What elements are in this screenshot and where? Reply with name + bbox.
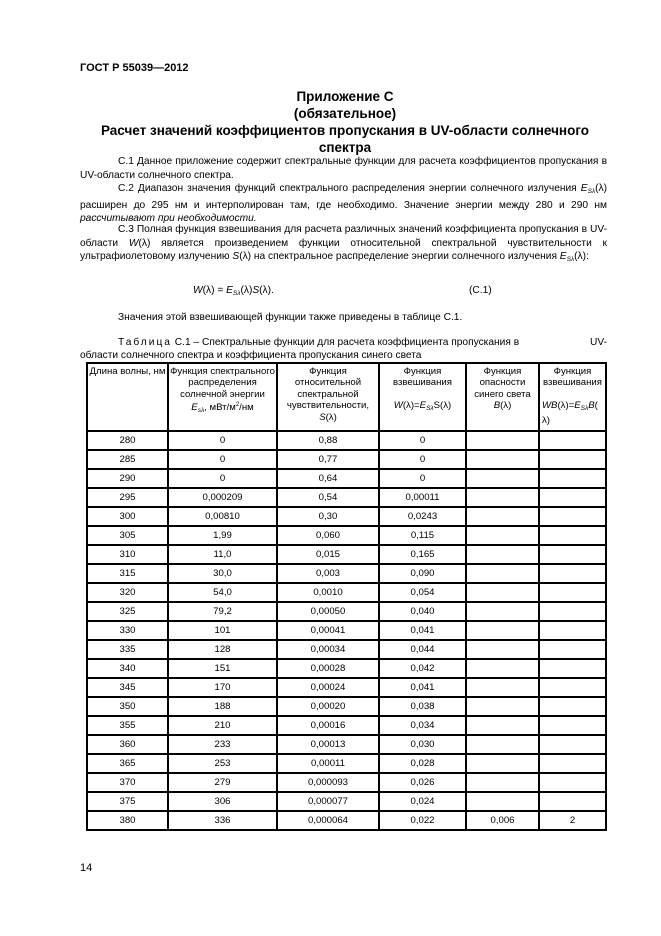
cell-weighting: 0,090 [379, 564, 466, 583]
cell-blue-weighting [539, 602, 606, 621]
table-row [87, 792, 606, 811]
cell-sensitivity: 0,000064 [277, 811, 379, 830]
table-row [87, 450, 606, 469]
cell-solar-energy: 0 [168, 450, 277, 469]
cell-solar-energy: 210 [168, 716, 277, 735]
cell-solar-energy: 0 [168, 469, 277, 488]
values-note: Значения этой взвешивающей функции также приведены в таблице С.1. [118, 312, 463, 323]
cell-blue-hazard [466, 507, 539, 526]
cell-blue-hazard [466, 602, 539, 621]
cell-blue-weighting [539, 678, 606, 697]
formula-c1: $W(\lambda) = E_{S\lambda}(\lambda)S(\lambda)$. [193, 285, 274, 297]
cell-wavelength: 310 [87, 545, 168, 564]
cell-weighting: 0,026 [379, 773, 466, 792]
cell-solar-energy: 11,0 [168, 545, 277, 564]
cell-wavelength: 335 [87, 640, 168, 659]
cell-blue-hazard [466, 621, 539, 640]
formula-number: (С.1) [469, 285, 492, 296]
cell-solar-energy: 128 [168, 640, 277, 659]
cell-sensitivity: 0,060 [277, 526, 379, 545]
cell-wavelength: 320 [87, 583, 168, 602]
cell-weighting: 0,030 [379, 735, 466, 754]
cell-weighting: 0 [379, 431, 466, 450]
table-row [87, 678, 606, 697]
cell-weighting: 0,024 [379, 792, 466, 811]
cell-solar-energy: 1,99 [168, 526, 277, 545]
cell-blue-hazard [466, 773, 539, 792]
table-row [87, 621, 606, 640]
table-row [87, 583, 606, 602]
cell-blue-weighting [539, 564, 606, 583]
cell-solar-energy: 54,0 [168, 583, 277, 602]
header-blue-light-hazard: Функция опасности синего света B(λ) [466, 363, 539, 431]
cell-sensitivity: 0,00028 [277, 659, 379, 678]
cell-blue-weighting [539, 621, 606, 640]
cell-blue-weighting [539, 716, 606, 735]
cell-sensitivity: 0,88 [277, 431, 379, 450]
cell-wavelength: 290 [87, 469, 168, 488]
cell-blue-hazard [466, 583, 539, 602]
header-sensitivity: Функция относительной спектральной чувствительности, S(λ) [277, 363, 379, 431]
cell-sensitivity: 0,54 [277, 488, 379, 507]
table-row [87, 469, 606, 488]
cell-blue-weighting: 2 [539, 811, 606, 830]
header-wavelength: Длина волны, нм [87, 363, 168, 431]
cell-sensitivity: 0,015 [277, 545, 379, 564]
cell-blue-weighting [539, 583, 606, 602]
cell-solar-energy: 0,000209 [168, 488, 277, 507]
table-row [87, 735, 606, 754]
cell-solar-energy: 306 [168, 792, 277, 811]
cell-wavelength: 350 [87, 697, 168, 716]
cell-wavelength: 300 [87, 507, 168, 526]
cell-solar-energy: 279 [168, 773, 277, 792]
spectral-functions-table [86, 362, 607, 831]
table-row [87, 488, 606, 507]
cell-solar-energy: 79,2 [168, 602, 277, 621]
cell-weighting: 0,00011 [379, 488, 466, 507]
cell-weighting: 0,040 [379, 602, 466, 621]
cell-blue-hazard [466, 754, 539, 773]
appendix-title: Приложение С [296, 89, 394, 104]
cell-weighting: 0,041 [379, 621, 466, 640]
cell-blue-weighting [539, 450, 606, 469]
cell-solar-energy: 170 [168, 678, 277, 697]
cell-weighting: 0,0243 [379, 507, 466, 526]
cell-solar-energy: 30,0 [168, 564, 277, 583]
cell-blue-hazard [466, 564, 539, 583]
appendix-heading-line1: Расчет значений коэффициентов пропускания в UV-области солнечного [100, 123, 590, 138]
cell-wavelength: 305 [87, 526, 168, 545]
cell-sensitivity: 0,0010 [277, 583, 379, 602]
cell-sensitivity: 0,000077 [277, 792, 379, 811]
cell-blue-hazard [466, 431, 539, 450]
cell-sensitivity: 0,00041 [277, 621, 379, 640]
cell-blue-hazard [466, 488, 539, 507]
cell-blue-weighting [539, 735, 606, 754]
cell-sensitivity: 0,00050 [277, 602, 379, 621]
table-header-row [87, 363, 606, 431]
cell-weighting: 0,042 [379, 659, 466, 678]
cell-wavelength: 315 [87, 564, 168, 583]
cell-wavelength: 280 [87, 431, 168, 450]
cell-blue-weighting [539, 754, 606, 773]
cell-sensitivity: 0,77 [277, 450, 379, 469]
cell-blue-weighting [539, 697, 606, 716]
cell-sensitivity: 0,00013 [277, 735, 379, 754]
cell-blue-weighting [539, 545, 606, 564]
cell-blue-weighting [539, 469, 606, 488]
cell-blue-weighting [539, 488, 606, 507]
table-row [87, 659, 606, 678]
cell-wavelength: 365 [87, 754, 168, 773]
cell-blue-hazard [466, 469, 539, 488]
cell-blue-hazard [466, 697, 539, 716]
cell-solar-energy: 151 [168, 659, 277, 678]
appendix-heading-line2: спектра [318, 140, 372, 155]
cell-solar-energy: 0 [168, 431, 277, 450]
table-row [87, 545, 606, 564]
cell-weighting: 0,041 [379, 678, 466, 697]
cell-sensitivity: 0,00016 [277, 716, 379, 735]
table-caption: Таблица С.1 – Спектральные функции для расчета коэффициента пропускания в UV- области солнечного спектра и коэффициента пропускания синего света [80, 337, 607, 361]
table-row [87, 507, 606, 526]
table-row [87, 640, 606, 659]
cell-blue-hazard [466, 792, 539, 811]
paragraph-c2: С.2 Диапазон значения функций спектрального распределения энергии солнечного излучения $E_{S\lambda}(\lambda)$ расширен до 295 нм и интерполирован там, где необходимо. Значение энергии между 280 и 290 нм рассчитывают при необходимости. [80, 183, 607, 225]
table-row [87, 526, 606, 545]
cell-weighting: 0,028 [379, 754, 466, 773]
cell-sensitivity: 0,00034 [277, 640, 379, 659]
cell-weighting: 0,115 [379, 526, 466, 545]
cell-blue-hazard: 0,006 [466, 811, 539, 830]
cell-blue-weighting [539, 431, 606, 450]
cell-weighting: 0,054 [379, 583, 466, 602]
cell-weighting: 0,022 [379, 811, 466, 830]
cell-blue-hazard [466, 716, 539, 735]
cell-solar-energy: 253 [168, 754, 277, 773]
cell-sensitivity: 0,00024 [277, 678, 379, 697]
cell-wavelength: 285 [87, 450, 168, 469]
cell-blue-weighting [539, 773, 606, 792]
table-row [87, 716, 606, 735]
cell-solar-energy: 233 [168, 735, 277, 754]
header-weighting: Функция взвешивания $W(\lambda)=E_{S\lambda}S(\lambda)$ [379, 363, 466, 431]
page-number: 14 [80, 862, 93, 874]
cell-weighting: 0,044 [379, 640, 466, 659]
cell-wavelength: 325 [87, 602, 168, 621]
cell-blue-weighting [539, 507, 606, 526]
cell-blue-hazard [466, 545, 539, 564]
cell-solar-energy: 336 [168, 811, 277, 830]
cell-weighting: 0 [379, 450, 466, 469]
table-row [87, 754, 606, 773]
cell-solar-energy: 0,00810 [168, 507, 277, 526]
cell-wavelength: 345 [87, 678, 168, 697]
cell-solar-energy: 188 [168, 697, 277, 716]
cell-blue-hazard [466, 450, 539, 469]
cell-wavelength: 340 [87, 659, 168, 678]
cell-blue-weighting [539, 526, 606, 545]
cell-sensitivity: 0,003 [277, 564, 379, 583]
cell-sensitivity: 0,64 [277, 469, 379, 488]
paragraph-c3: С.3 Полная функция взвешивания для расчета различных значений коэффициента пропускания в UV-области W(λ) является произведением функции относительной спектральной чувствительности к ультрафиолетовому излучению S(λ) на спектральное распределение энергии солнечного излучения $E_{S\lambda}(\lambda)$: [80, 224, 607, 264]
table-row [87, 773, 606, 792]
cell-wavelength: 330 [87, 621, 168, 640]
cell-blue-hazard [466, 526, 539, 545]
cell-wavelength: 355 [87, 716, 168, 735]
cell-weighting: 0,165 [379, 545, 466, 564]
paragraph-c1: С.1 Данное приложение содержит спектральные функции для расчета коэффициентов пропускания в UV-области солнечного спектра. [80, 156, 607, 181]
table-row [87, 811, 606, 830]
cell-blue-hazard [466, 735, 539, 754]
cell-blue-weighting [539, 640, 606, 659]
appendix-status: (обязательное) [293, 106, 397, 121]
cell-solar-energy: 101 [168, 621, 277, 640]
cell-wavelength: 380 [87, 811, 168, 830]
table-row [87, 431, 606, 450]
cell-wavelength: 360 [87, 735, 168, 754]
cell-blue-weighting [539, 659, 606, 678]
cell-weighting: 0 [379, 469, 466, 488]
cell-sensitivity: 0,00020 [277, 697, 379, 716]
cell-sensitivity: 0,30 [277, 507, 379, 526]
cell-wavelength: 370 [87, 773, 168, 792]
document-code: ГОСТ Р 55039—2012 [80, 62, 189, 74]
header-blue-weighting: Функция взвешивания $WB(\lambda)=E_{S\lambda}B$( λ) [539, 363, 606, 431]
table-row [87, 602, 606, 621]
cell-weighting: 0,038 [379, 697, 466, 716]
cell-weighting: 0,034 [379, 716, 466, 735]
cell-wavelength: 375 [87, 792, 168, 811]
cell-sensitivity: 0,000093 [277, 773, 379, 792]
cell-wavelength: 295 [87, 488, 168, 507]
cell-blue-weighting [539, 792, 606, 811]
cell-blue-hazard [466, 678, 539, 697]
cell-sensitivity: 0,00011 [277, 754, 379, 773]
table-row [87, 564, 606, 583]
header-solar-energy: Функция спектрального распределения солнечной энергии $E_{s\lambda}$, мВт/$м^2/нм$ [168, 363, 277, 431]
cell-blue-hazard [466, 659, 539, 678]
table-row [87, 697, 606, 716]
cell-blue-hazard [466, 640, 539, 659]
